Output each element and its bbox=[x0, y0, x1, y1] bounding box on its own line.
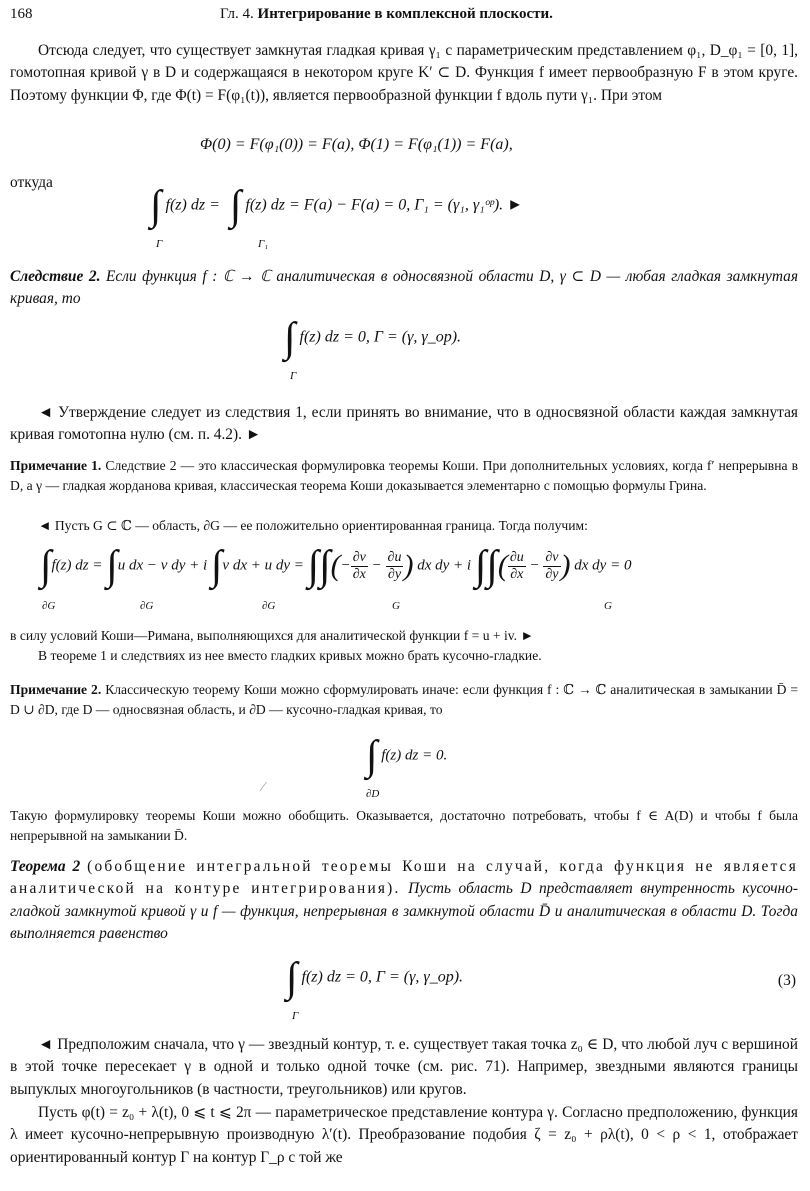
paragraph-parametric: Пусть φ(t) = z₀ + λ(t), 0 ⩽ t ⩽ 2π — параметрическое представление контура γ. Согласно предположению, функция λ имеет кусочно-непрерывную производную λ′(t). Преобразование подобия ζ = z₀ + ρλ(t), 0 < ρ < 1, отображает ориентированный контур Γ на контур Γ_ρ с той же bbox=[10, 1104, 798, 1166]
integral-limit: ∂G bbox=[140, 600, 154, 612]
frac-num: ∂u bbox=[387, 549, 402, 565]
page-number: 168 bbox=[10, 6, 33, 22]
integral-limit: Γ bbox=[292, 1010, 299, 1022]
integral-sign: ∫ bbox=[284, 315, 296, 361]
integral-limit: ∂G bbox=[42, 600, 56, 612]
frac-num: ∂u bbox=[509, 549, 524, 565]
integral-expr-right: f(z) dz = F(a) − F(a) = 0, Γ₁ = (γ₁, γ₁ᵒᵖ). ► bbox=[245, 196, 523, 214]
corollary-text: Если функция f : ℂ → ℂ аналитическая в односвязной области D, γ ⊂ D — любая гладкая замкнутая кривая, то bbox=[10, 268, 798, 308]
integral-expr-left: f(z) dz = bbox=[165, 196, 220, 214]
fraction bbox=[351, 550, 368, 583]
theorem-2 bbox=[10, 856, 798, 946]
minus-sign: − bbox=[340, 557, 351, 574]
theorem-text: Пусть область D представляет внутренность кусочно-гладкой замкнутой кривой γ и f — функция, непрерывная в замкнутой области D̄ и аналитическая в области D. Тогда выполняется равенство bbox=[10, 880, 799, 943]
integral-expr: f(z) dz = 0, Γ = (γ, γ_op). bbox=[299, 328, 462, 346]
integral-limit: ∂G bbox=[262, 600, 276, 612]
equation-integral-2 bbox=[284, 315, 462, 382]
green-term: dx dy = 0 bbox=[574, 557, 632, 574]
double-integral-sign: ∫∫ bbox=[307, 543, 331, 589]
green-term: f(z) dz = bbox=[51, 557, 103, 574]
paragraph-star-contour: ◄ Предположим сначала, что γ — звездный контур, т. е. существует такая точка z₀ ∈ D, что любой луч с вершиной в этой точке пересекает γ в одной и только одной точке (см. рис. 71). Например, звездными являются границы выпуклых многоугольников (в частности, треугольников) или кругов. bbox=[10, 1036, 798, 1098]
integral-sign: ∫ bbox=[286, 955, 298, 1001]
integral-expr: f(z) dz = 0, Γ = (γ, γ_op). bbox=[301, 968, 464, 986]
minus-sign: − bbox=[529, 557, 540, 574]
integral-limit: Γ bbox=[290, 370, 297, 382]
scan-mark: ⁄ bbox=[262, 780, 265, 795]
equation-integral-3 bbox=[366, 733, 448, 800]
note-1-proof: ◄ Пусть G ⊂ ℂ — область, ∂G — ее положительно ориентированная граница. Тогда получим: bbox=[38, 518, 588, 533]
chapter-name: Интегрирование в комплексной плоскости. bbox=[257, 6, 553, 22]
note-heading: Примечание 2. bbox=[10, 682, 102, 697]
note-heading: Примечание 1. bbox=[10, 458, 102, 473]
note-2-continued: Такую формулировку теоремы Коши можно обобщить. Оказывается, достаточно потребовать, чтобы f ∈ A(D) и чтобы f была непрерывной на замыкании D̄. bbox=[10, 808, 798, 843]
note-text: Классическую теорему Коши можно сформулировать иначе: если функция f : ℂ → ℂ аналитическая в замыкании D̄ = D ∪ ∂D, где D — односвязная область, и ∂D — кусочно-гладкая кривая, то bbox=[10, 682, 798, 717]
note-text: Следствие 2 — это классическая формулировка теоремы Коши. При дополнительных условиях, когда f′ непрерывна в D, а γ — гладкая жорданова кривая, классическая теорема Коши доказывается элементарно с помощью формулы Грина. bbox=[10, 458, 798, 493]
double-integral-sign: ∫∫ bbox=[474, 543, 498, 589]
integral-sign: ∫ bbox=[40, 543, 52, 589]
paragraph-otkuda: откуда bbox=[10, 174, 53, 191]
frac-num: ∂v bbox=[352, 549, 366, 565]
green-term: u dx − v dy + i bbox=[117, 557, 208, 574]
fraction bbox=[543, 550, 560, 583]
theorem-subtitle: (обобщение интегральной теоремы Коши на случай, когда функция не является аналитической на контуре интегрирования). bbox=[10, 858, 798, 898]
integral-sign: ∫ bbox=[229, 183, 242, 229]
integral-sign: ∫ bbox=[106, 543, 118, 589]
proof-corollary-2: ◄ Утверждение следует из следствия 1, если принять во внимание, что в односвязной области каждая замкнутая кривая гомотопна нулю (см. п. 4.2). ► bbox=[10, 404, 798, 444]
frac-den: ∂y bbox=[387, 566, 402, 582]
equation-phi: Φ(0) = F(φ₁(0)) = F(a), Φ(1) = F(φ₁(1)) = F(a), bbox=[200, 136, 513, 153]
cauchy-riemann-line: в силу условий Коши—Римана, выполняющихся для аналитической функции f = u + iv. ► bbox=[10, 628, 534, 643]
integral-limit: G bbox=[392, 600, 400, 612]
green-term: v dx + u dy = bbox=[222, 557, 304, 574]
chapter-number: Гл. 4. bbox=[220, 6, 254, 22]
integral-expr: f(z) dz = 0. bbox=[381, 747, 448, 764]
corollary-2 bbox=[10, 266, 798, 311]
equation-integral-4 bbox=[286, 955, 464, 1022]
equation-number: (3) bbox=[777, 972, 796, 989]
paren-left: ( bbox=[497, 549, 508, 582]
integral-limit: G bbox=[604, 600, 612, 612]
paren-right: ) bbox=[403, 549, 414, 582]
integral-sign: ∫ bbox=[366, 733, 378, 779]
minus-sign: − bbox=[371, 557, 382, 574]
note-1 bbox=[10, 456, 798, 495]
chapter-title bbox=[220, 6, 553, 23]
fraction bbox=[508, 550, 526, 583]
running-header bbox=[10, 6, 798, 28]
paren-right: ) bbox=[560, 549, 571, 582]
integral-sign: ∫ bbox=[150, 183, 162, 229]
equation-green bbox=[40, 543, 632, 612]
piecewise-line: В теореме 1 и следствиях из нее вместо гладких кривых можно брать кусочно-гладкие. bbox=[38, 648, 542, 663]
frac-den: ∂x bbox=[352, 566, 366, 582]
corollary-heading: Следствие 2. bbox=[10, 268, 101, 285]
theorem-heading: Теорема 2 bbox=[10, 858, 81, 875]
integral-limit: ∂D bbox=[366, 788, 380, 800]
green-term: dx dy + i bbox=[417, 557, 472, 574]
integral-sign: ∫ bbox=[210, 543, 223, 589]
frac-num: ∂v bbox=[545, 549, 559, 565]
integral-limit: Γ bbox=[156, 238, 163, 250]
fraction bbox=[386, 550, 404, 583]
frac-den: ∂x bbox=[510, 566, 524, 582]
equation-integral-1 bbox=[150, 183, 523, 250]
paragraph-1: Отсюда следует, что существует замкнутая гладкая кривая γ₁ с параметрическим представлением φ₁, D_φ₁ = [0, 1], гомотопная кривой γ в D и содержащаяся в некотором круге K′ ⊂ D. Функция f имеет первообразную F в этом круге. Поэтому функции Φ, где Φ(t) = F(φ₁(t)), является первообразной функции f вдоль пути γ₁. При этом bbox=[10, 42, 798, 104]
note-2 bbox=[10, 680, 798, 719]
frac-den: ∂y bbox=[545, 566, 559, 582]
integral-limit: Γ₁ bbox=[258, 238, 269, 250]
paren-left: ( bbox=[330, 549, 341, 582]
